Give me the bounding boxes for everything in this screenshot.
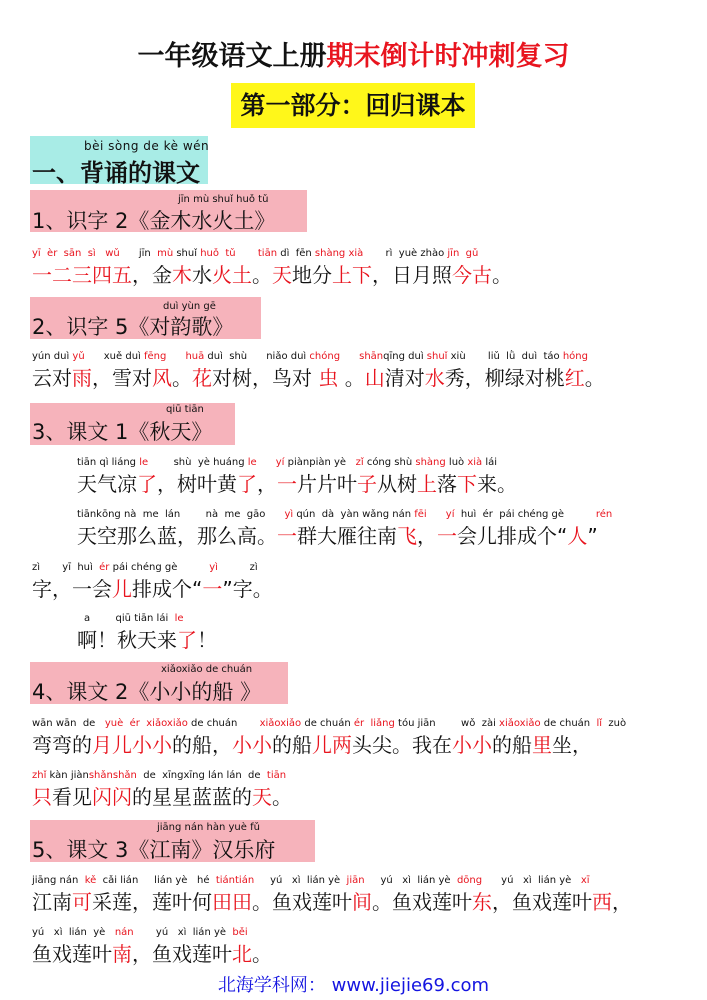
- pinyin-segment: fēng: [144, 351, 167, 362]
- text-segment: 虫: [318, 366, 339, 390]
- pinyin-segment: cǎi lián lián yè hé: [96, 875, 216, 886]
- text-segment: 。: [172, 366, 192, 390]
- pinyin-segment: le: [139, 457, 149, 468]
- text-segment: 一: [277, 524, 297, 548]
- text-segment: 的星星蓝蓝的: [132, 785, 252, 809]
- pinyin-segment: dōng: [456, 875, 483, 886]
- text-segment: 头尖。我在: [352, 733, 452, 757]
- text-segment: 儿两: [312, 733, 352, 757]
- text-segment: 子: [357, 472, 377, 496]
- text-segment: 上下: [332, 263, 372, 287]
- pinyin-segment: qīng duì: [383, 351, 427, 362]
- pinyin-segment: shān: [359, 351, 384, 362]
- text-segment: 南: [112, 942, 132, 966]
- pinyin-segment: shuǐ: [426, 351, 448, 362]
- pinyin-segment: huì ér pái chéng gè: [454, 509, 596, 520]
- pinyin-segment: jiān: [346, 875, 365, 886]
- pinyin-segment: shàng xià: [314, 248, 364, 259]
- text-line: [77, 468, 517, 497]
- pinyin-segment: piànpiàn yè: [284, 457, 356, 468]
- text-segment: 了: [237, 472, 257, 496]
- pinyin-segment: kàn jiàn: [46, 770, 89, 781]
- pinyin-segment: tiān: [266, 770, 287, 781]
- text-segment: 来。: [477, 472, 517, 496]
- pinyin-segment: [340, 351, 359, 362]
- text-segment: 一: [277, 472, 297, 496]
- text-segment: 火土: [212, 263, 252, 287]
- pinyin-segment: yú xì lián yè: [133, 927, 233, 938]
- text-segment: 坐，: [552, 733, 592, 757]
- pinyin-segment: [257, 457, 276, 468]
- text-segment: 从树: [377, 472, 417, 496]
- text-segment: 雨: [72, 366, 92, 390]
- pinyin-segment: shù yè huáng: [148, 457, 248, 468]
- title-black: 一年级语文上册: [137, 41, 327, 72]
- text-segment: 飞: [397, 524, 417, 548]
- text-segment: 西: [592, 890, 612, 914]
- pinyin-segment: de chuán: [540, 718, 597, 729]
- lesson-heading-pinyin: duì yùn gē: [163, 301, 216, 312]
- text-segment: 一: [437, 524, 457, 548]
- text-segment: 。: [252, 942, 272, 966]
- pinyin-segment: zì yī huì: [32, 562, 100, 573]
- text-segment: ，: [417, 524, 437, 548]
- pinyin-segment: huā: [185, 351, 205, 362]
- pinyin-segment: kě: [84, 875, 97, 886]
- text-segment: 天空那么蓝，那么高。: [77, 524, 277, 548]
- pinyin-segment: hóng: [562, 351, 588, 362]
- text-segment: 排成个“: [132, 577, 203, 601]
- text-segment: 采莲，莲叶何: [92, 890, 212, 914]
- text-line: [77, 520, 598, 549]
- text-segment: 北: [232, 942, 252, 966]
- pinyin-segment: fēi: [414, 509, 427, 520]
- text-segment: 田田: [212, 890, 252, 914]
- lesson-heading: 2、识字 5《对韵歌》: [32, 315, 234, 339]
- text-segment: 。: [252, 263, 272, 287]
- text-segment: 。: [338, 366, 365, 390]
- pinyin-segment: de chuán: [187, 718, 260, 729]
- text-line: [32, 886, 632, 915]
- section-heading-pinyin: bèi sòng de kè wén: [84, 139, 210, 153]
- pinyin-segment: mù: [157, 248, 174, 259]
- pinyin-segment: tiān: [257, 248, 278, 259]
- text-line: [32, 729, 592, 758]
- pinyin-segment: yú xì lián yè: [364, 875, 457, 886]
- text-segment: 。鱼戏莲叶: [372, 890, 472, 914]
- pinyin-segment: shàng: [415, 457, 446, 468]
- pinyin-segment: lái: [482, 457, 498, 468]
- text-segment: 会儿排成个“: [457, 524, 568, 548]
- text-line: [32, 573, 273, 602]
- text-segment: ，树叶黄: [157, 472, 237, 496]
- pinyin-segment: [166, 351, 185, 362]
- text-segment: 。: [584, 366, 605, 390]
- lesson-heading: 5、课文 3《江南》汉乐府: [32, 838, 276, 862]
- text-segment: 天: [252, 785, 272, 809]
- text-segment: 秀，柳绿对桃: [444, 366, 565, 390]
- text-segment: 闪闪: [92, 785, 132, 809]
- pinyin-segment: yī èr sān sì wǔ: [32, 248, 120, 259]
- pinyin-segment: tiān qì liáng: [77, 457, 140, 468]
- text-segment: ，日月照: [372, 263, 452, 287]
- text-segment: 人: [567, 524, 588, 548]
- pinyin-segment: luò: [445, 457, 468, 468]
- lesson-heading: 3、课文 1《秋天》: [32, 420, 213, 444]
- text-segment: 风: [152, 366, 172, 390]
- text-segment: 里: [532, 733, 552, 757]
- pinyin-segment: yú xì lián yè: [254, 875, 347, 886]
- pinyin-segment: lǐ: [596, 718, 603, 729]
- text-segment: 今古: [452, 263, 492, 287]
- pinyin-segment: yǔ: [72, 351, 85, 362]
- pinyin-segment: a qiū tiān lái: [84, 613, 175, 624]
- text-segment: 月儿小小: [92, 733, 172, 757]
- pinyin-segment: yú xì lián yè: [482, 875, 581, 886]
- text-segment: 一二三四五: [32, 263, 132, 287]
- text-segment: 。: [272, 785, 292, 809]
- pinyin-segment: xiù liǔ lǜ duì táo: [447, 351, 563, 362]
- text-segment: 下: [457, 472, 477, 496]
- pinyin-segment: rén: [595, 509, 613, 520]
- pinyin-segment: yuè ér xiǎoxiǎo: [104, 718, 188, 729]
- pinyin-segment: de chuán: [301, 718, 354, 729]
- pinyin-segment: wān wān de: [32, 718, 105, 729]
- text-segment: 上: [417, 472, 437, 496]
- text-segment: 天气凉: [77, 472, 137, 496]
- text-segment: ”: [587, 524, 598, 548]
- lesson-heading-pinyin: qiū tiān: [166, 404, 204, 415]
- text-segment: 对树，鸟对: [212, 366, 319, 390]
- pinyin-segment: tiānkōng nà me lán nà me gāo: [77, 509, 285, 520]
- lesson-heading-pinyin: xiǎoxiǎo de chuán: [161, 664, 253, 675]
- text-segment: 鱼戏莲叶: [32, 942, 112, 966]
- pinyin-segment: yí: [445, 509, 455, 520]
- pinyin-segment: ér liǎng: [353, 718, 395, 729]
- pinyin-segment: zì: [217, 562, 258, 573]
- lesson-heading: 1、识字 2《金木水火土》: [32, 209, 276, 233]
- text-segment: 一: [202, 577, 223, 601]
- lesson-heading: 4、课文 2《小小的船 》: [32, 680, 262, 704]
- pinyin-segment: le: [174, 613, 184, 624]
- text-segment: 间: [352, 890, 372, 914]
- text-segment: 群大雁往南: [297, 524, 397, 548]
- pinyin-segment: zǐ: [355, 457, 364, 468]
- text-segment: 。: [492, 263, 512, 287]
- pinyin-segment: [236, 248, 258, 259]
- pinyin-segment: zuò: [602, 718, 627, 729]
- pinyin-segment: běi: [232, 927, 248, 938]
- text-segment: ，: [612, 890, 632, 914]
- text-line: [32, 259, 512, 288]
- pinyin-segment: huǒ tǔ: [200, 248, 236, 259]
- text-segment: ，: [257, 472, 277, 496]
- text-segment: 云对: [32, 366, 72, 390]
- text-segment: ”字。: [222, 577, 273, 601]
- pinyin-segment: yún duì: [32, 351, 73, 362]
- text-line: [32, 781, 292, 810]
- pinyin-segment: xiǎoxiǎo: [259, 718, 302, 729]
- text-segment: 儿: [112, 577, 132, 601]
- pinyin-segment: tiántián: [215, 875, 255, 886]
- text-segment: 。鱼戏莲叶: [252, 890, 352, 914]
- lesson-heading-pinyin: jīn mù shuǐ huǒ tǔ: [178, 194, 269, 205]
- text-segment: 东: [472, 890, 492, 914]
- pinyin-segment: zhǐ: [32, 770, 47, 781]
- pinyin-segment: cóng shù: [363, 457, 416, 468]
- pinyin-segment: ér: [99, 562, 110, 573]
- text-segment: 清对: [384, 366, 425, 390]
- pinyin-segment: [427, 509, 446, 520]
- pinyin-segment: shǎnshǎn: [88, 770, 137, 781]
- section-heading: 一、背诵的课文: [32, 159, 200, 187]
- pinyin-segment: qún dà yàn wǎng nán: [293, 509, 415, 520]
- pinyin-segment: de xīngxīng lán lán de: [136, 770, 267, 781]
- pinyin-segment: xiǎoxiǎo: [499, 718, 541, 729]
- text-segment: 弯弯的: [32, 733, 92, 757]
- pinyin-segment: pái chéng gè: [109, 562, 210, 573]
- text-segment: 天: [272, 263, 292, 287]
- text-segment: 了: [137, 472, 157, 496]
- pinyin-segment: yú xì lián yè: [32, 927, 115, 938]
- text-segment: 小小: [452, 733, 492, 757]
- text-segment: ，金: [132, 263, 172, 287]
- text-segment: 落: [437, 472, 457, 496]
- pinyin-segment: yì: [284, 509, 294, 520]
- pinyin-segment: yí: [275, 457, 285, 468]
- pinyin-segment: tóu jiān wǒ zài: [394, 718, 500, 729]
- pinyin-segment: rì yuè zhào: [363, 248, 448, 259]
- footer-website: 北海学科网： www.jiejie69.com: [217, 975, 490, 996]
- text-segment: 的船: [272, 733, 312, 757]
- pinyin-segment: xī: [580, 875, 590, 886]
- text-segment: 字，一会: [32, 577, 112, 601]
- text-segment: 只: [32, 785, 52, 809]
- text-segment: 的船，: [172, 733, 232, 757]
- text-segment: 啊！秋天来: [77, 628, 177, 652]
- text-segment: 水: [192, 263, 212, 287]
- pinyin-segment: shuǐ: [173, 248, 201, 259]
- text-line: [32, 938, 272, 967]
- text-segment: 地分: [292, 263, 332, 287]
- text-segment: 江南: [32, 890, 72, 914]
- pinyin-segment: duì shù niǎo duì: [204, 351, 310, 362]
- text-segment: 花: [192, 366, 212, 390]
- subtitle: 第一部分：回归课本: [231, 83, 475, 128]
- text-line: [32, 362, 605, 391]
- pinyin-segment: xuě duì: [84, 351, 144, 362]
- pinyin-segment: dì fēn: [277, 248, 315, 259]
- text-segment: 山: [364, 366, 385, 390]
- pinyin-segment: nán: [114, 927, 134, 938]
- text-segment: 看见: [52, 785, 92, 809]
- page-title: [0, 34, 707, 73]
- pinyin-segment: jiāng nán: [32, 875, 85, 886]
- pinyin-segment: le: [247, 457, 257, 468]
- text-segment: 的船: [492, 733, 532, 757]
- pinyin-segment: jīn: [119, 248, 158, 259]
- text-segment: 可: [72, 890, 92, 914]
- title-red: 期末倒计时冲刺复习: [326, 41, 570, 72]
- pinyin-segment: xià: [467, 457, 483, 468]
- text-segment: 水: [424, 366, 445, 390]
- text-segment: 红: [564, 366, 585, 390]
- text-segment: ，雪对: [92, 366, 152, 390]
- text-segment: 小小: [232, 733, 272, 757]
- text-segment: 片片叶: [297, 472, 357, 496]
- text-segment: ，鱼戏莲叶: [492, 890, 592, 914]
- text-segment: 木: [172, 263, 192, 287]
- text-segment: ！: [197, 628, 217, 652]
- text-segment: ，鱼戏莲叶: [132, 942, 232, 966]
- pinyin-segment: yì: [209, 562, 218, 573]
- pinyin-segment: chóng: [309, 351, 341, 362]
- lesson-heading-pinyin: jiāng nán hàn yuè fǔ: [157, 822, 260, 833]
- text-line: [77, 624, 217, 653]
- pinyin-segment: jīn gǔ: [447, 248, 479, 259]
- text-segment: 了: [177, 628, 197, 652]
